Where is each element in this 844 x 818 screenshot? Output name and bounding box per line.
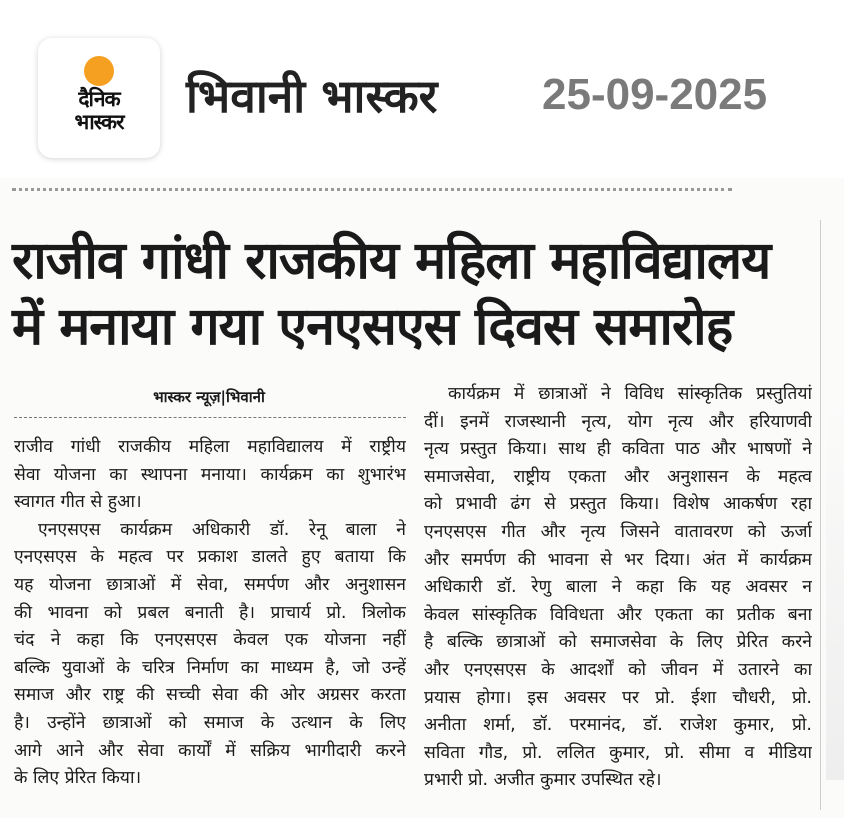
dainik-bhaskar-logo [38, 38, 160, 158]
article-headline [12, 228, 812, 360]
article-line: प्रभारी प्रो. अजीत कुमार उपस्थित रहे। [424, 770, 662, 791]
article-line: एनएसएस कार्यक्रम अधिकारी डॉ. रेनू बाला ने [38, 519, 406, 540]
byline: भास्कर न्यूज़|भिवानी [153, 388, 265, 406]
article-line: को प्रभावी ढंग से प्रस्तुत किया। विशेष आकर्षण रहा [424, 494, 812, 515]
article-line: सेवा योजना का स्थापना मनाया। कार्यक्रम का शुभारंभ [14, 464, 406, 485]
article-line: समाजसेवा, राष्ट्रीय एकता और अनुशासन के महत्व [424, 466, 812, 487]
right-column [424, 381, 812, 795]
article-line: और एनएसएस के आदर्शों को जीवन में उतारने का [424, 659, 812, 680]
headline-line-1: राजीव गांधी राजकीय महिला महाविद्यालय [12, 231, 771, 291]
clipped-top-text [12, 188, 732, 191]
left-column [14, 434, 406, 793]
article-line: दीं। इनमें राजस्थानी नृत्य, योग नृत्य और हरियाणवी [424, 411, 812, 432]
article-line: स्वागत गीत से हुआ। [14, 492, 142, 513]
headline-line-2: में मनाया गया एनएसएस दिवस समारोह [12, 297, 733, 357]
article-line: एनएसएस के महत्व पर प्रकाश डालते हुए बताया कि [14, 547, 406, 568]
adjacent-article-edge [826, 400, 844, 780]
article-line: सविता गौड, प्रो. ललित कुमार, प्रो. सीमा व मीडिया [424, 742, 812, 763]
logo-line-2: भास्कर [74, 110, 124, 134]
article-line: है बल्कि छात्राओं को समाजसेवा के लिए प्रेरित करने [424, 632, 812, 653]
article-line: की भावना को प्रबल बनाती है। प्राचार्य प्रो. त्रिलोक [14, 602, 406, 623]
article-line: केवल सांस्कृतिक विविधता और एकता का प्रतीक बना [424, 604, 812, 625]
article-line: समाज और राष्ट्र की सच्ची सेवा की ओर अग्रसर करता [14, 685, 406, 706]
article-line: यह योजना छात्राओं में सेवा, समर्पण और अनुशासन [14, 574, 406, 595]
logo-wordmark [74, 88, 123, 134]
article-line: प्रयास होगा। इस अवसर पर प्रो. ईशा चौधरी, प्रो. [424, 687, 812, 708]
edition-title: भिवानी भास्कर [186, 69, 438, 123]
sun-icon [84, 56, 114, 86]
article-line: राजीव गांधी राजकीय महिला महाविद्यालय में राष्ट्रीय [14, 437, 406, 457]
article-line: एनएसएस गीत और नृत्य जिसने वातावरण को ऊर्जा [424, 521, 812, 542]
article-line: कार्यक्रम में छात्राओं ने विविध सांस्कृतिक प्रस्तुतियां [448, 384, 812, 404]
article-line: के लिए प्रेरित किया। [14, 768, 142, 789]
article-line: अनीता शर्मा, डॉ. परमानंद, डॉ. राजेश कुमार, प्रो. [424, 715, 812, 736]
byline-divider [14, 417, 406, 418]
edition-date: 25-09-2025 [542, 70, 768, 119]
article-line: आगे आने और सेवा कार्यों में सक्रिय भागीदारी करने [14, 740, 406, 761]
article-line: चंद ने कहा कि एनएसएस केवल एक योजना नहीं [14, 630, 406, 651]
article-line: नृत्य प्रस्तुत किया। साथ ही कविता पाठ और भाषणों ने [424, 439, 812, 460]
article-line: और समर्पण की भावना से भर दिया। अंत में कार्यक्रम [424, 549, 812, 570]
article-line: बल्कि युवाओं के चरित्र निर्माण का माध्यम है, जो उन्हें [14, 657, 406, 678]
article-line: है। उन्होंने छात्राओं को समाज के उत्थान के लिए [14, 712, 406, 733]
logo-line-1: दैनिक [78, 87, 120, 111]
article-line: अधिकारी डॉ. रेणु बाला ने कहा कि यह अवसर न [424, 577, 812, 598]
column-divider [820, 220, 821, 810]
